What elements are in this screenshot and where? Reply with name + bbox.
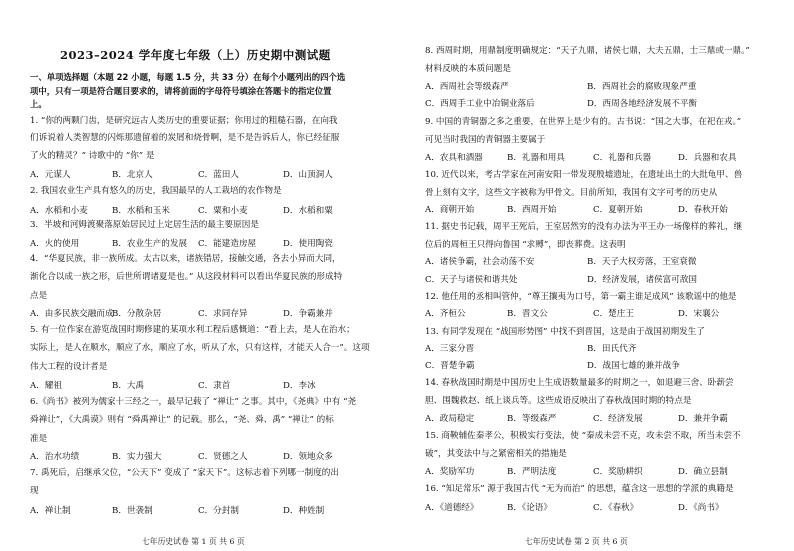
exam-title: 2023–2024 学年度七年级（上）历史期中测试题	[60, 48, 331, 62]
question-2-option-b[interactable]: B．水稻和玉米	[112, 206, 170, 216]
question-1-text: 们诉说着人类智慧的闪烁那遗留着的炭屑和烧骨啊，是不是告诉后人，你已经征服	[30, 133, 340, 143]
question-10-option-c[interactable]: C．夏朝开始	[593, 205, 643, 215]
question-5-option-d[interactable]: D．李冰	[283, 381, 316, 391]
question-1-option-d[interactable]: D．山顶洞人	[283, 170, 333, 180]
question-4-option-a[interactable]: A．由多民族交融而成	[30, 309, 114, 319]
question-16-option-a[interactable]: A．《道德经》	[425, 503, 479, 513]
page-1-column	[30, 0, 390, 551]
question-6-option-a[interactable]: A．治水功绩	[30, 452, 80, 462]
question-1-option-c[interactable]: C．蓝田人	[198, 170, 239, 180]
question-15-option-d[interactable]: D．确立县制	[678, 467, 728, 477]
question-1-text: 1. “你的两颗门齿，是研究远古人类历史的重要证据；你用过的粗糙石器，在向我	[30, 116, 338, 126]
question-6-text: 准是	[30, 434, 48, 444]
question-5-option-a[interactable]: A．耀祖	[30, 381, 62, 391]
question-6-text: 6.《尚书》被列为儒家十三经之一，最早记载了 “禅让” 之事。其中，《尧典》中有 “尧	[30, 397, 357, 407]
question-3-option-b[interactable]: B．农业生产的发展	[112, 239, 188, 249]
question-9-option-a[interactable]: A．农具和酒器	[425, 153, 483, 163]
question-3-option-a[interactable]: A．火的使用	[30, 239, 80, 249]
question-11-option-b[interactable]: B．天子大权旁落，王室衰微	[587, 257, 697, 267]
question-5-text: 伟大工程的设计者是	[30, 362, 108, 372]
section-heading-line-2: 项中，只有一项是符合题目要求的，请将前面的字母符号填涂在答题卡的指定位置	[30, 86, 332, 96]
question-16-text: 16. “知足常乐” 源于我国古代 “无为而治” 的思想，蕴含这一思想的学派的典籍是	[425, 484, 734, 494]
question-5-text: 实际上，是人在顺水，顺应了水，顺应了水，听从了水，只有这样，才能天人合一”。这项	[30, 343, 370, 353]
question-1-option-b[interactable]: B．北京人	[112, 170, 153, 180]
question-10-option-a[interactable]: A．商朝开始	[425, 205, 475, 215]
question-3-option-c[interactable]: C．能建造房屋	[198, 239, 257, 249]
page-2-footer: 七年历史试卷 第 2 页 共 6 页	[525, 537, 628, 546]
question-8-text: 材料反映的本质问题是	[425, 64, 511, 74]
question-4-option-b[interactable]: B．分散杂居	[112, 309, 162, 319]
question-8-option-a[interactable]: A．西周社会等级森严	[425, 82, 509, 92]
question-6-option-c[interactable]: C．贤德之人	[198, 452, 248, 462]
question-14-option-a[interactable]: A．政局稳定	[425, 414, 475, 424]
question-15-text: 15. 商鞅辅佐秦孝公，积极实行变法，使 “秦成未尝不克，攻未尝不取，所当未尝不	[425, 431, 741, 441]
question-5-option-b[interactable]: B．大禹	[112, 381, 145, 391]
question-3-option-d[interactable]: D．使用陶瓷	[283, 239, 333, 249]
question-11-text: 位后的周桓王只得向鲁国 “求赙”，即丧葬费。这表明	[425, 240, 626, 250]
question-9-option-d[interactable]: D．兵器和农具	[678, 153, 737, 163]
question-7-option-c[interactable]: C．分封制	[198, 506, 239, 516]
question-16-option-b[interactable]: B．《论语》	[507, 503, 552, 513]
question-9-option-b[interactable]: B．礼器和用具	[507, 153, 565, 163]
page-2-column	[425, 0, 785, 551]
question-16-option-d[interactable]: D．《尚书》	[678, 503, 724, 513]
page-1-footer: 七年历史试卷 第 1 页 共 6 页	[142, 537, 245, 546]
question-13-option-a[interactable]: A．三家分晋	[425, 344, 475, 354]
question-7-text: 现	[30, 486, 39, 496]
question-14-text: 胆、围魏救赵、纸上谈兵等。这些成语反映出了春秋战国时期的特点是	[425, 396, 692, 406]
question-16-option-c[interactable]: C．《春秋》	[593, 503, 639, 513]
question-12-option-d[interactable]: D．宋襄公	[678, 309, 720, 319]
question-4-text: 点是	[30, 291, 48, 301]
question-10-text: 10. 近代以来，考古学家在河南安阳一带发现殷墟遗址，在遗址出土的大批龟甲、兽	[425, 170, 743, 180]
question-12-option-c[interactable]: C．楚庄王	[593, 309, 634, 319]
section-heading-line-3: 上。	[30, 99, 47, 109]
question-8-option-b[interactable]: B．西周社会的腐败现象严重	[587, 82, 697, 92]
question-13-option-c[interactable]: C．晋楚争霸	[425, 361, 475, 371]
question-15-option-a[interactable]: A．奖励军功	[425, 467, 475, 477]
question-3-text: 3．半坡和河姆渡聚落原始居民过上定居生活的最主要原因是	[30, 220, 259, 230]
question-9-text: 可见当时我国的青铜器主要属于	[425, 135, 546, 145]
question-7-option-d[interactable]: D．种姓制	[283, 506, 325, 516]
question-2-option-c[interactable]: C．粟和小麦	[198, 206, 248, 216]
question-15-option-b[interactable]: B．严明法度	[507, 467, 557, 477]
question-14-option-d[interactable]: D．兼并争霸	[678, 414, 728, 424]
question-13-option-d[interactable]: D．战国七雄的兼并战争	[587, 361, 680, 371]
question-15-text: 破”，其变法中与之紧密相关的措施是	[425, 449, 567, 459]
question-14-text: 14. 春秋战国时期是中国历史上生成语数量最多的时期之一，如退避三舍、卧薪尝	[425, 378, 734, 388]
question-12-option-b[interactable]: B．晋文公	[507, 309, 548, 319]
question-6-option-d[interactable]: D．领地众多	[283, 452, 333, 462]
question-10-option-b[interactable]: B．西周开始	[507, 205, 557, 215]
question-4-text: 渐化合以成一族之形，后世所谓诸夏是也。” 从这段材料可以看出华夏民族的形成特	[30, 272, 343, 282]
question-11-option-d[interactable]: D．经济发展，诸侯富可敌国	[587, 275, 698, 285]
question-1-text: 了火的精灵？” 诗歌中的 “你” 是	[30, 151, 155, 161]
question-7-option-a[interactable]: A．禅让制	[30, 506, 71, 516]
question-11-text: 11. 据史书记载，周平王死后，王室居然穷的没有办法为平王办一场像样的葬礼，继	[425, 222, 743, 232]
question-2-option-a[interactable]: A．水稻和小麦	[30, 206, 88, 216]
section-heading-line-1: 一、单项选择题（本题 22 小题，每题 1.5 分，共 33 分）在每个小题列出的四个选	[30, 72, 346, 82]
question-13-text: 13. 有同学发现在 “战国形势图” 中找不到晋国，这是由于战国初期发生了	[425, 327, 705, 337]
question-7-option-b[interactable]: B．世袭制	[112, 506, 153, 516]
question-14-option-b[interactable]: B．等级森严	[507, 414, 557, 424]
question-8-text: 8. 西周时期，用鼎制度明确规定：“天子九鼎，诸侯七鼎，大夫五鼎，士三鼎或一鼎。”	[425, 46, 750, 56]
question-6-text: 舜禅让”，《大禹谟》则有 “舜禹禅让” 的记载。那么，“尧、舜、禹” “禅让” 的标	[30, 415, 334, 425]
question-5-option-c[interactable]: C．隶首	[198, 381, 231, 391]
question-4-option-d[interactable]: D．争霸兼并	[283, 309, 333, 319]
question-8-option-c[interactable]: C．西周手工业中冶铜业落后	[425, 99, 535, 109]
question-14-option-c[interactable]: C．经济发展	[593, 414, 643, 424]
question-8-option-d[interactable]: D．西周各地经济发展不平衡	[587, 99, 698, 109]
question-2-option-d[interactable]: D．水稻和粟	[283, 206, 333, 216]
question-9-text: 9. 中国的青铜器之多之重要，在世界上是少有的。古书说：“国之大事，在祀在戎。”	[425, 117, 742, 127]
question-11-option-c[interactable]: C．天子与诸侯和谐共处	[425, 275, 518, 285]
question-12-option-a[interactable]: A．齐桓公	[425, 309, 466, 319]
question-15-option-c[interactable]: C．奖励耕织	[593, 467, 643, 477]
question-2-text: 2. 我国农业生产具有悠久的历史，我国最早的人工栽培的农作物是	[30, 186, 282, 196]
question-10-option-d[interactable]: D．春秋开始	[678, 205, 728, 215]
question-4-option-c[interactable]: C．求同存异	[198, 309, 248, 319]
question-1-option-a[interactable]: A．元谋人	[30, 170, 71, 180]
question-10-text: 骨上刻有文字，这些文字被称为甲骨文。目前所知，我国有文字可考的历史从	[425, 188, 718, 198]
question-11-option-a[interactable]: A．诸侯争霸，社会动荡不安	[425, 257, 535, 267]
question-12-text: 12. 他任用的丞相叫管仲，“尊王攘夷为口号，第一霸主谁足成风” 该歌谣中的他是	[425, 292, 737, 302]
question-6-option-b[interactable]: B．实力强大	[112, 452, 162, 462]
question-9-option-c[interactable]: C．礼器和兵器	[593, 153, 652, 163]
question-5-text: 5. 有一位作家在游览战国时期修建的某项水利工程后感慨道：“看上去，是人在治水；	[30, 325, 355, 335]
question-13-option-b[interactable]: B．田氏代齐	[587, 344, 637, 354]
question-7-text: 7. 禹死后，启继承父位，“公天下” 变成了 “家天下”。这标志着下列哪一制度的出	[30, 468, 339, 478]
question-4-text: 4．“华夏民族，非一族所成。太古以来，诸族错居，接触交通，各去小异而大同，	[30, 254, 341, 264]
